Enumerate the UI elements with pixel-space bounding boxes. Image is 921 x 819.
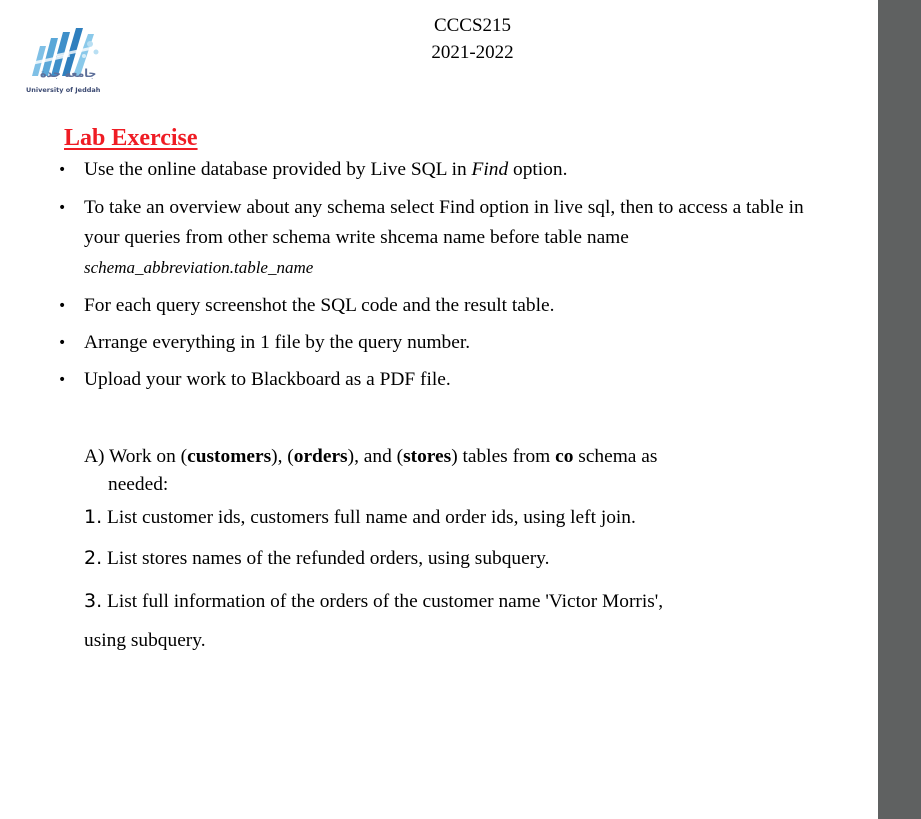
question-2: 2. List stores names of the refunded orders, using subquery. <box>84 547 550 569</box>
list-item: • To take an overview about any schema select Find option in live sql, then to access a table in your queries from other schema write shcema name before table name schema_abbreviation.table_name <box>54 193 814 283</box>
list-item: • Upload your work to Blackboard as a PDF file. <box>54 366 814 394</box>
university-logo <box>26 10 106 98</box>
course-header <box>400 12 545 66</box>
lab-exercise-title: Lab Exercise <box>64 125 198 151</box>
bullet-icon: • <box>58 162 67 178</box>
bullet-icon: • <box>58 335 67 351</box>
academic-year: 2021-2022 <box>431 42 514 63</box>
list-item: • Arrange everything in 1 file by the query number. <box>54 329 814 357</box>
section-a-heading: A) Work on (customers), (orders), and (stores) tables from co schema as needed: <box>84 446 658 495</box>
course-code: CCCS215 <box>433 15 512 36</box>
question-1: 1. List customer ids, customers full name and order ids, using left join. <box>84 506 636 528</box>
logo-english-text: University of Jeddah <box>26 86 101 94</box>
schema-format-note: schema_abbreviation.table_name <box>84 258 314 277</box>
bullet-icon: • <box>58 200 67 216</box>
vertical-scrollbar[interactable] <box>878 0 921 819</box>
bullet-icon: • <box>58 372 67 388</box>
list-item: • For each query screenshot the SQL code and the result table. <box>54 292 814 320</box>
bullet-icon: • <box>58 298 67 314</box>
instruction-list <box>54 156 814 403</box>
logo-arabic-text: جامعة جدة <box>40 67 97 80</box>
list-item: • Use the online database provided by Live SQL in Find option. <box>54 156 814 184</box>
question-3: 3. List full information of the orders of the customer name 'Victor Morris', using subquery. <box>84 590 664 651</box>
